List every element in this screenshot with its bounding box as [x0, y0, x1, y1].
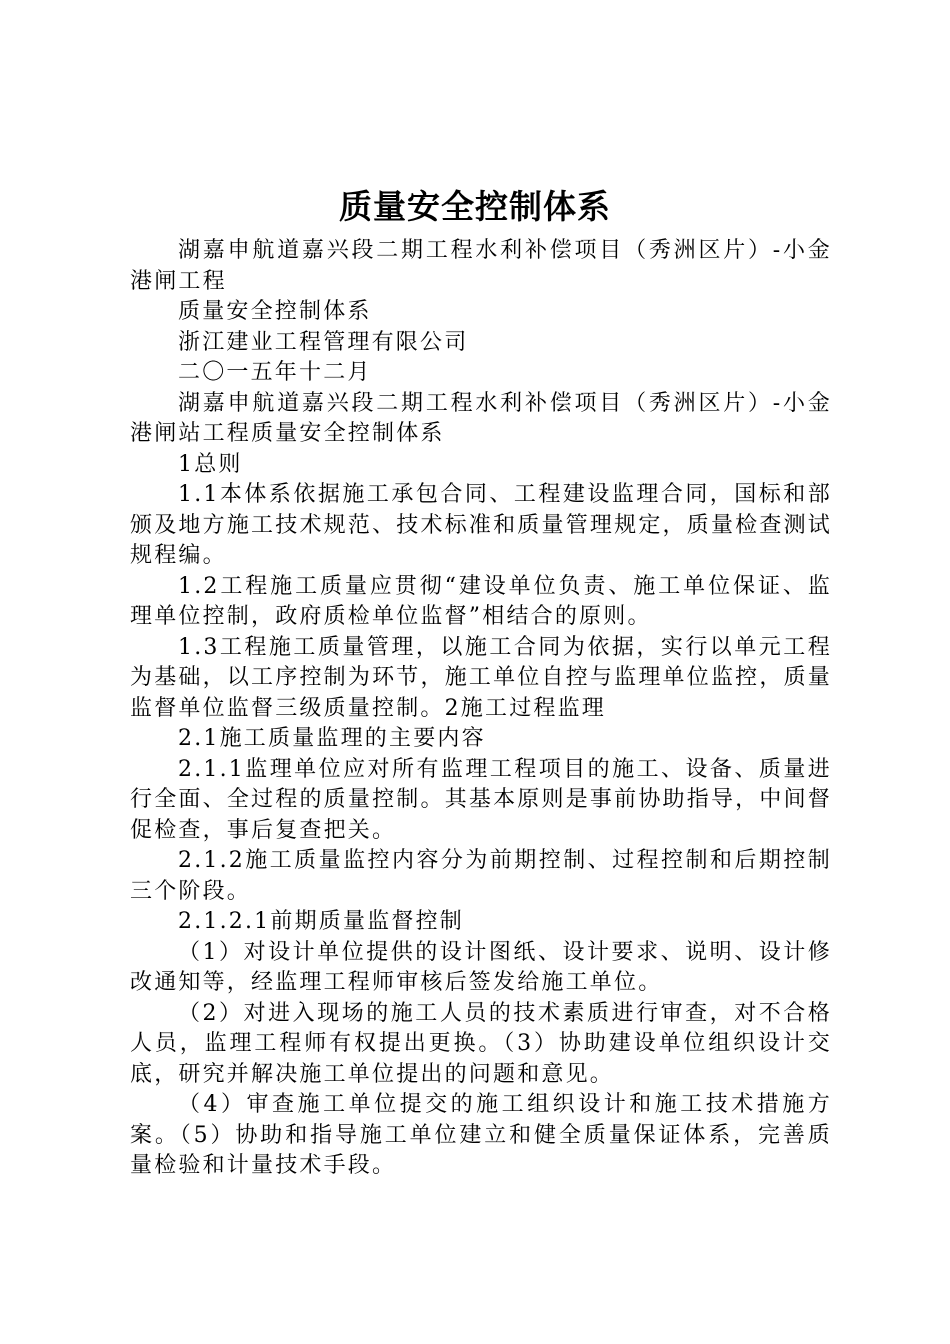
- document-body: [130, 236, 832, 1182]
- clause-2-1-2: 2.1.2施工质量监控内容分为前期控制、过程控制和后期控制三个阶段。: [130, 848, 832, 904]
- list-item-4-5: （4）审查施工单位提交的施工组织设计和施工技术措施方案。（5）协助和指导施工单位建立和健全质量保证体系，完善质量检验和计量技术手段。: [130, 1092, 832, 1178]
- list-item-2-3: （2）对进入现场的施工人员的技术素质进行审查，对不合格人员，监理工程师有权提出更换。（3）协助建设单位组织设计交底，研究并解决施工单位提出的问题和意见。: [130, 1000, 832, 1087]
- clause-1-2: 1.2工程施工质量应贯彻“建设单位负责、施工单位保证、监理单位控制，政府质检单位监督”相结合的原则。: [130, 573, 832, 629]
- clause-1-1: 1.1本体系依据施工承包合同、工程建设监理合同，国标和部颁及地方施工技术规范、技术标准和质量管理规定，质量检查测试规程编。: [130, 482, 832, 568]
- section-heading-general: 1总则: [178, 451, 243, 477]
- subtitle-paragraph: 质量安全控制体系: [178, 299, 372, 324]
- clause-2-1-1: 2.1.1监理单位应对所有监理工程项目的施工、设备、质量进行全面、全过程的质量控制。其基本原则是事前协助指导，中间督促检查，事后复查把关。: [130, 756, 832, 843]
- section-heading-2-1-2-1: 2.1.2.1前期质量监督控制: [178, 909, 464, 934]
- company-paragraph: 浙江建业工程管理有限公司: [178, 329, 469, 355]
- project-name-paragraph: 湖嘉申航道嘉兴段二期工程水利补偿项目（秀洲区片）-小金港闸工程: [130, 238, 832, 294]
- clause-1-3: 1.3工程施工质量管理，以施工合同为依据，实行以单元工程为基础，以工序控制为环节，施工单位自控与监理单位监控，质量监督单位监督三级质量控制。2施工过程监理: [130, 634, 832, 721]
- list-item-1: （1）对设计单位提供的设计图纸、设计要求、说明、设计修改通知等，经监理工程师审核后签发给施工单位。: [130, 939, 832, 995]
- date-paragraph: 二〇一五年十二月: [178, 360, 372, 385]
- project-title-paragraph: 湖嘉申航道嘉兴段二期工程水利补偿项目（秀洲区片）-小金港闸站工程质量安全控制体系: [130, 390, 832, 446]
- document-title: 质量安全控制体系: [339, 187, 611, 226]
- section-heading-2-1: 2.1施工质量监理的主要内容: [178, 726, 486, 751]
